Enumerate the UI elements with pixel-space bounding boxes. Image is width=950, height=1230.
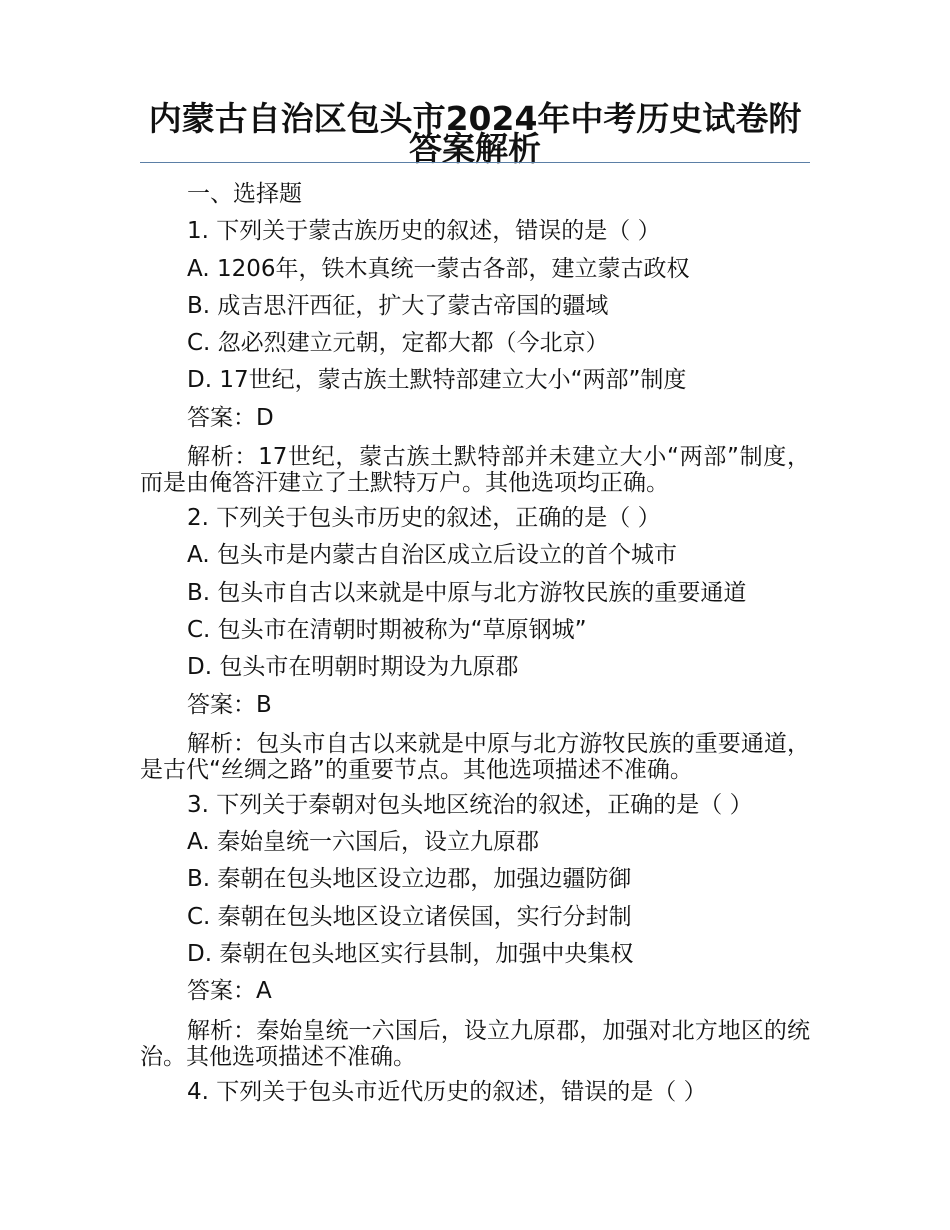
section-heading: 一、选择题 bbox=[187, 181, 302, 207]
question-1-stem: 1. 下列关于蒙古族历史的叙述，错误的是（ ） bbox=[187, 218, 661, 245]
question-3-option-d: D. 秦朝在包头地区实行县制，加强中央集权 bbox=[187, 941, 634, 968]
question-3-option-c: C. 秦朝在包头地区设立诸侯国，实行分封制 bbox=[187, 903, 632, 930]
question-3-option-b: B. 秦朝在包头地区设立边郡，加强边疆防御 bbox=[187, 866, 632, 893]
document-title: 内蒙古自治区包头市2024年中考历史试卷附答案解析 bbox=[148, 99, 802, 168]
question-1-option-d: D. 17世纪，蒙古族土默特部建立大小“两部”制度 bbox=[187, 367, 687, 394]
question-4-stem: 4. 下列关于包头市近代历史的叙述，错误的是（ ） bbox=[187, 1078, 707, 1105]
question-3-answer: 答案：A bbox=[187, 978, 272, 1005]
title-divider bbox=[140, 162, 810, 163]
question-3-analysis: 解析：秦始皇统一六国后，设立九原郡，加强对北方地区的统治。其他选项描述不准确。 bbox=[140, 1017, 810, 1070]
question-2-option-a: A. 包头市是内蒙古自治区成立后设立的首个城市 bbox=[187, 542, 677, 569]
question-1-answer: 答案：D bbox=[187, 404, 274, 431]
question-2-option-d: D. 包头市在明朝时期设为九原郡 bbox=[187, 654, 519, 681]
question-2-analysis: 解析：包头市自古以来就是中原与北方游牧民族的重要通道，是古代“丝绸之路”的重要节点。其他选项描述不准确。 bbox=[140, 730, 810, 783]
question-3-stem: 3. 下列关于秦朝对包头地区统治的叙述，正确的是（ ） bbox=[187, 791, 753, 818]
question-2-stem: 2. 下列关于包头市历史的叙述，正确的是（ ） bbox=[187, 505, 661, 532]
question-2-option-c: C. 包头市在清朝时期被称为“草原钢城” bbox=[187, 616, 587, 643]
question-2-option-b: B. 包头市自古以来就是中原与北方游牧民族的重要通道 bbox=[187, 579, 747, 606]
question-1-analysis: 解析：17世纪，蒙古族土默特部并未建立大小“两部”制度，而是由俺答汗建立了土默特万户。其他选项均正确。 bbox=[140, 444, 810, 497]
question-1-option-b: B. 成吉思汗西征，扩大了蒙古帝国的疆域 bbox=[187, 292, 609, 319]
document-body bbox=[140, 176, 810, 1111]
question-1-option-a: A. 1206年，铁木真统一蒙古各部，建立蒙古政权 bbox=[187, 255, 690, 282]
question-2-answer: 答案：B bbox=[187, 691, 272, 718]
question-3-option-a: A. 秦始皇统一六国后，设立九原郡 bbox=[187, 829, 539, 856]
question-1-option-c: C. 忽必烈建立元朝，定都大都（今北京） bbox=[187, 330, 609, 357]
